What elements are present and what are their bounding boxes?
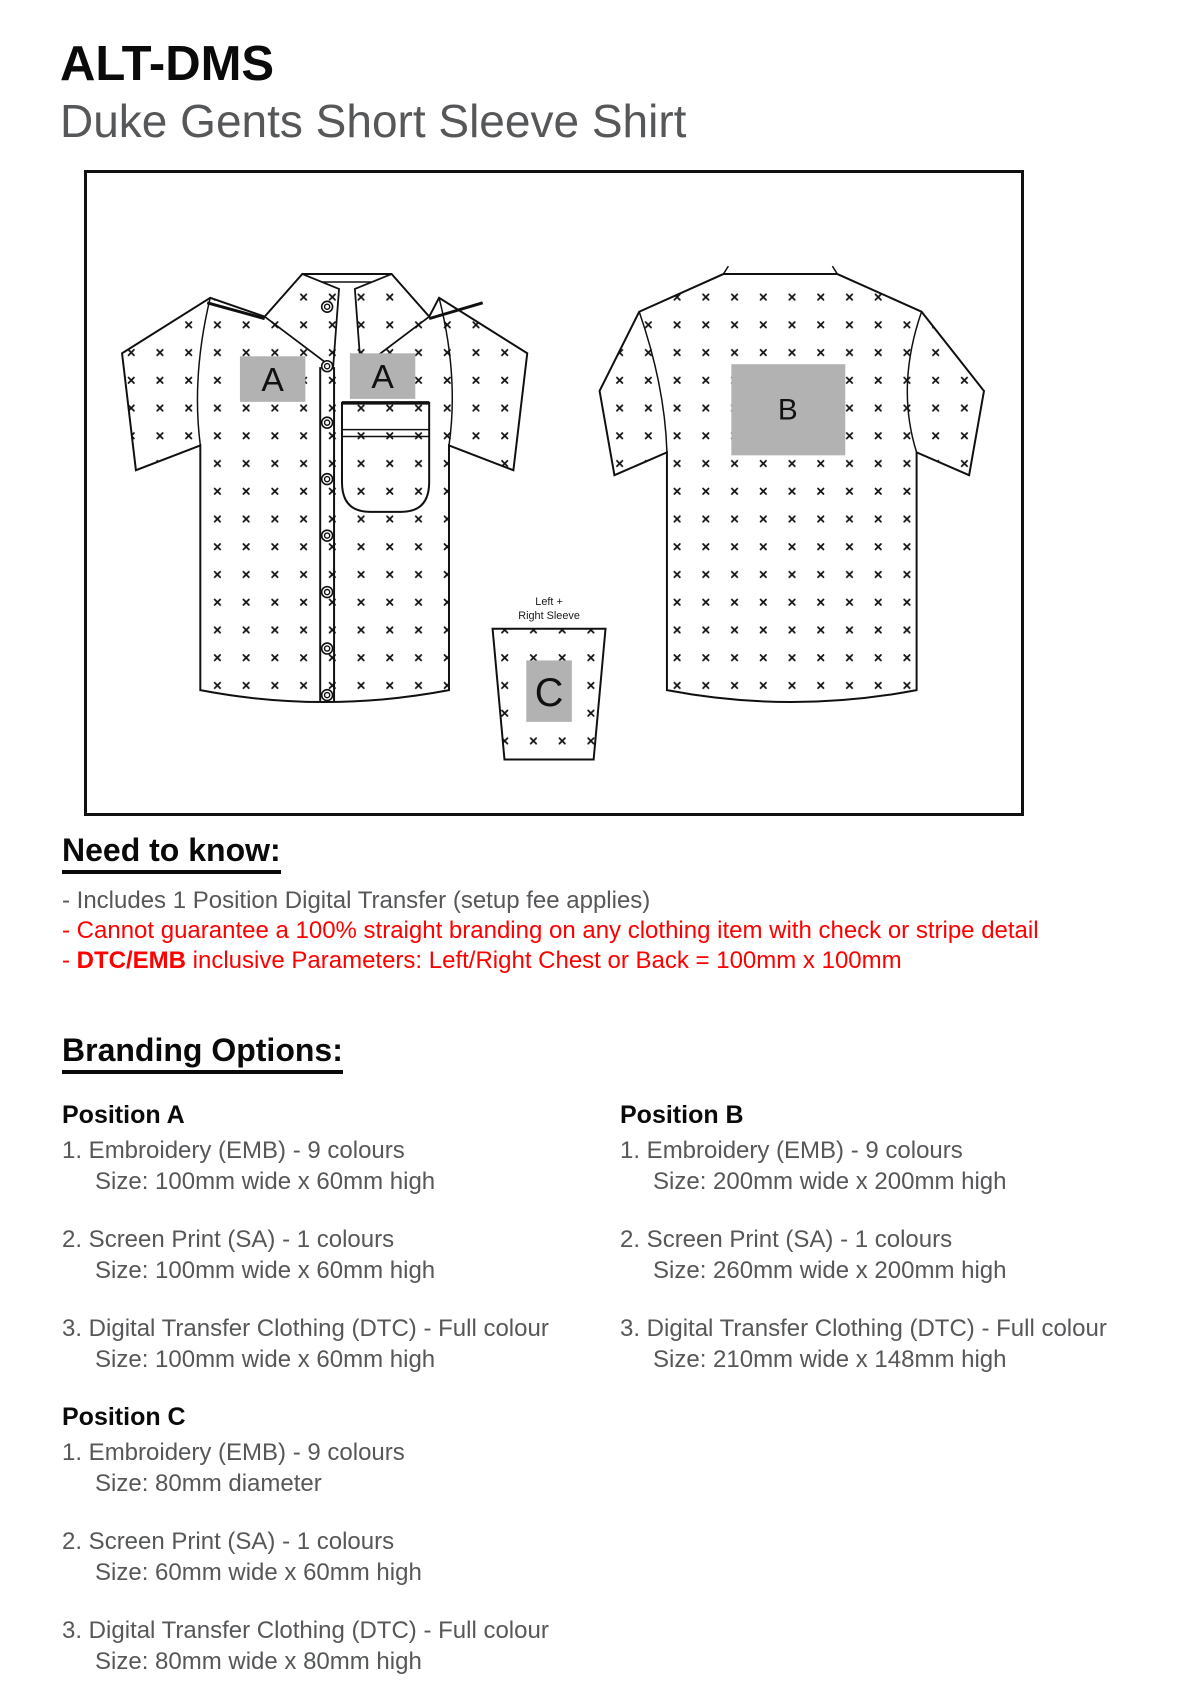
need-to-know-heading: Need to know: bbox=[62, 832, 281, 874]
position-a-option-2: 2. Screen Print (SA) - 1 colours Size: 100mm wide x 60mm high bbox=[62, 1226, 436, 1284]
position-a-option-1: 1. Embroidery (EMB) - 9 colours Size: 100mm wide x 60mm high bbox=[62, 1137, 436, 1195]
chest-pocket bbox=[342, 403, 429, 512]
page-title: ALT-DMS bbox=[60, 37, 275, 91]
position-c-heading: Position C bbox=[62, 1403, 186, 1431]
branding-column-left bbox=[62, 1100, 607, 1704]
back-shirt bbox=[600, 266, 984, 702]
position-b-letter: B bbox=[777, 393, 798, 427]
position-c-option-2: 2. Screen Print (SA) - 1 colours Size: 60mm wide x 60mm high bbox=[62, 1528, 422, 1586]
position-b-option-3: 3. Digital Transfer Clothing (DTC) - Full colour Size: 210mm wide x 148mm high bbox=[620, 1315, 1107, 1373]
sleeve-note-line2: Right Sleeve bbox=[518, 609, 580, 622]
position-c-letter: C bbox=[534, 671, 564, 716]
position-a-option-3: 3. Digital Transfer Clothing (DTC) - Full colour Size: 100mm wide x 60mm high bbox=[62, 1315, 549, 1373]
position-a-left-letter: A bbox=[261, 361, 284, 399]
position-c-option-3: 3. Digital Transfer Clothing (DTC) - Full colour Size: 80mm wide x 80mm high bbox=[62, 1617, 549, 1675]
page-subtitle: Duke Gents Short Sleeve Shirt bbox=[60, 95, 687, 147]
position-b-option-2: 2. Screen Print (SA) - 1 colours Size: 260mm wide x 200mm high bbox=[620, 1226, 1007, 1284]
position-a-heading: Position A bbox=[62, 1101, 185, 1129]
sleeve-note-line1: Left + bbox=[535, 595, 563, 608]
need-to-know-list bbox=[62, 886, 1039, 976]
garment-diagram-box bbox=[84, 170, 1024, 816]
branding-options-heading: Branding Options: bbox=[62, 1032, 343, 1074]
front-shirt bbox=[122, 274, 527, 702]
need-to-know-item-2: - Cannot guarantee a 100% straight branding on any clothing item with check or stripe detail bbox=[62, 917, 1039, 944]
position-c-option-1: 1. Embroidery (EMB) - 9 colours Size: 80mm diameter bbox=[62, 1439, 405, 1497]
garment-diagram bbox=[87, 173, 1021, 813]
sleeve-diagram bbox=[493, 596, 606, 760]
position-a-right-letter: A bbox=[371, 358, 394, 396]
position-b-heading: Position B bbox=[620, 1101, 744, 1129]
position-b-option-1: 1. Embroidery (EMB) - 9 colours Size: 200mm wide x 200mm high bbox=[620, 1137, 1007, 1195]
branding-column-right bbox=[620, 1100, 1185, 1402]
need-to-know-item-1: - Includes 1 Position Digital Transfer (setup fee applies) bbox=[62, 887, 651, 914]
need-to-know-item-3: - DTC/EMB inclusive Parameters: Left/Right Chest or Back = 100mm x 100mm bbox=[62, 947, 902, 974]
dtc-emb-bold: DTC/EMB bbox=[76, 947, 186, 974]
